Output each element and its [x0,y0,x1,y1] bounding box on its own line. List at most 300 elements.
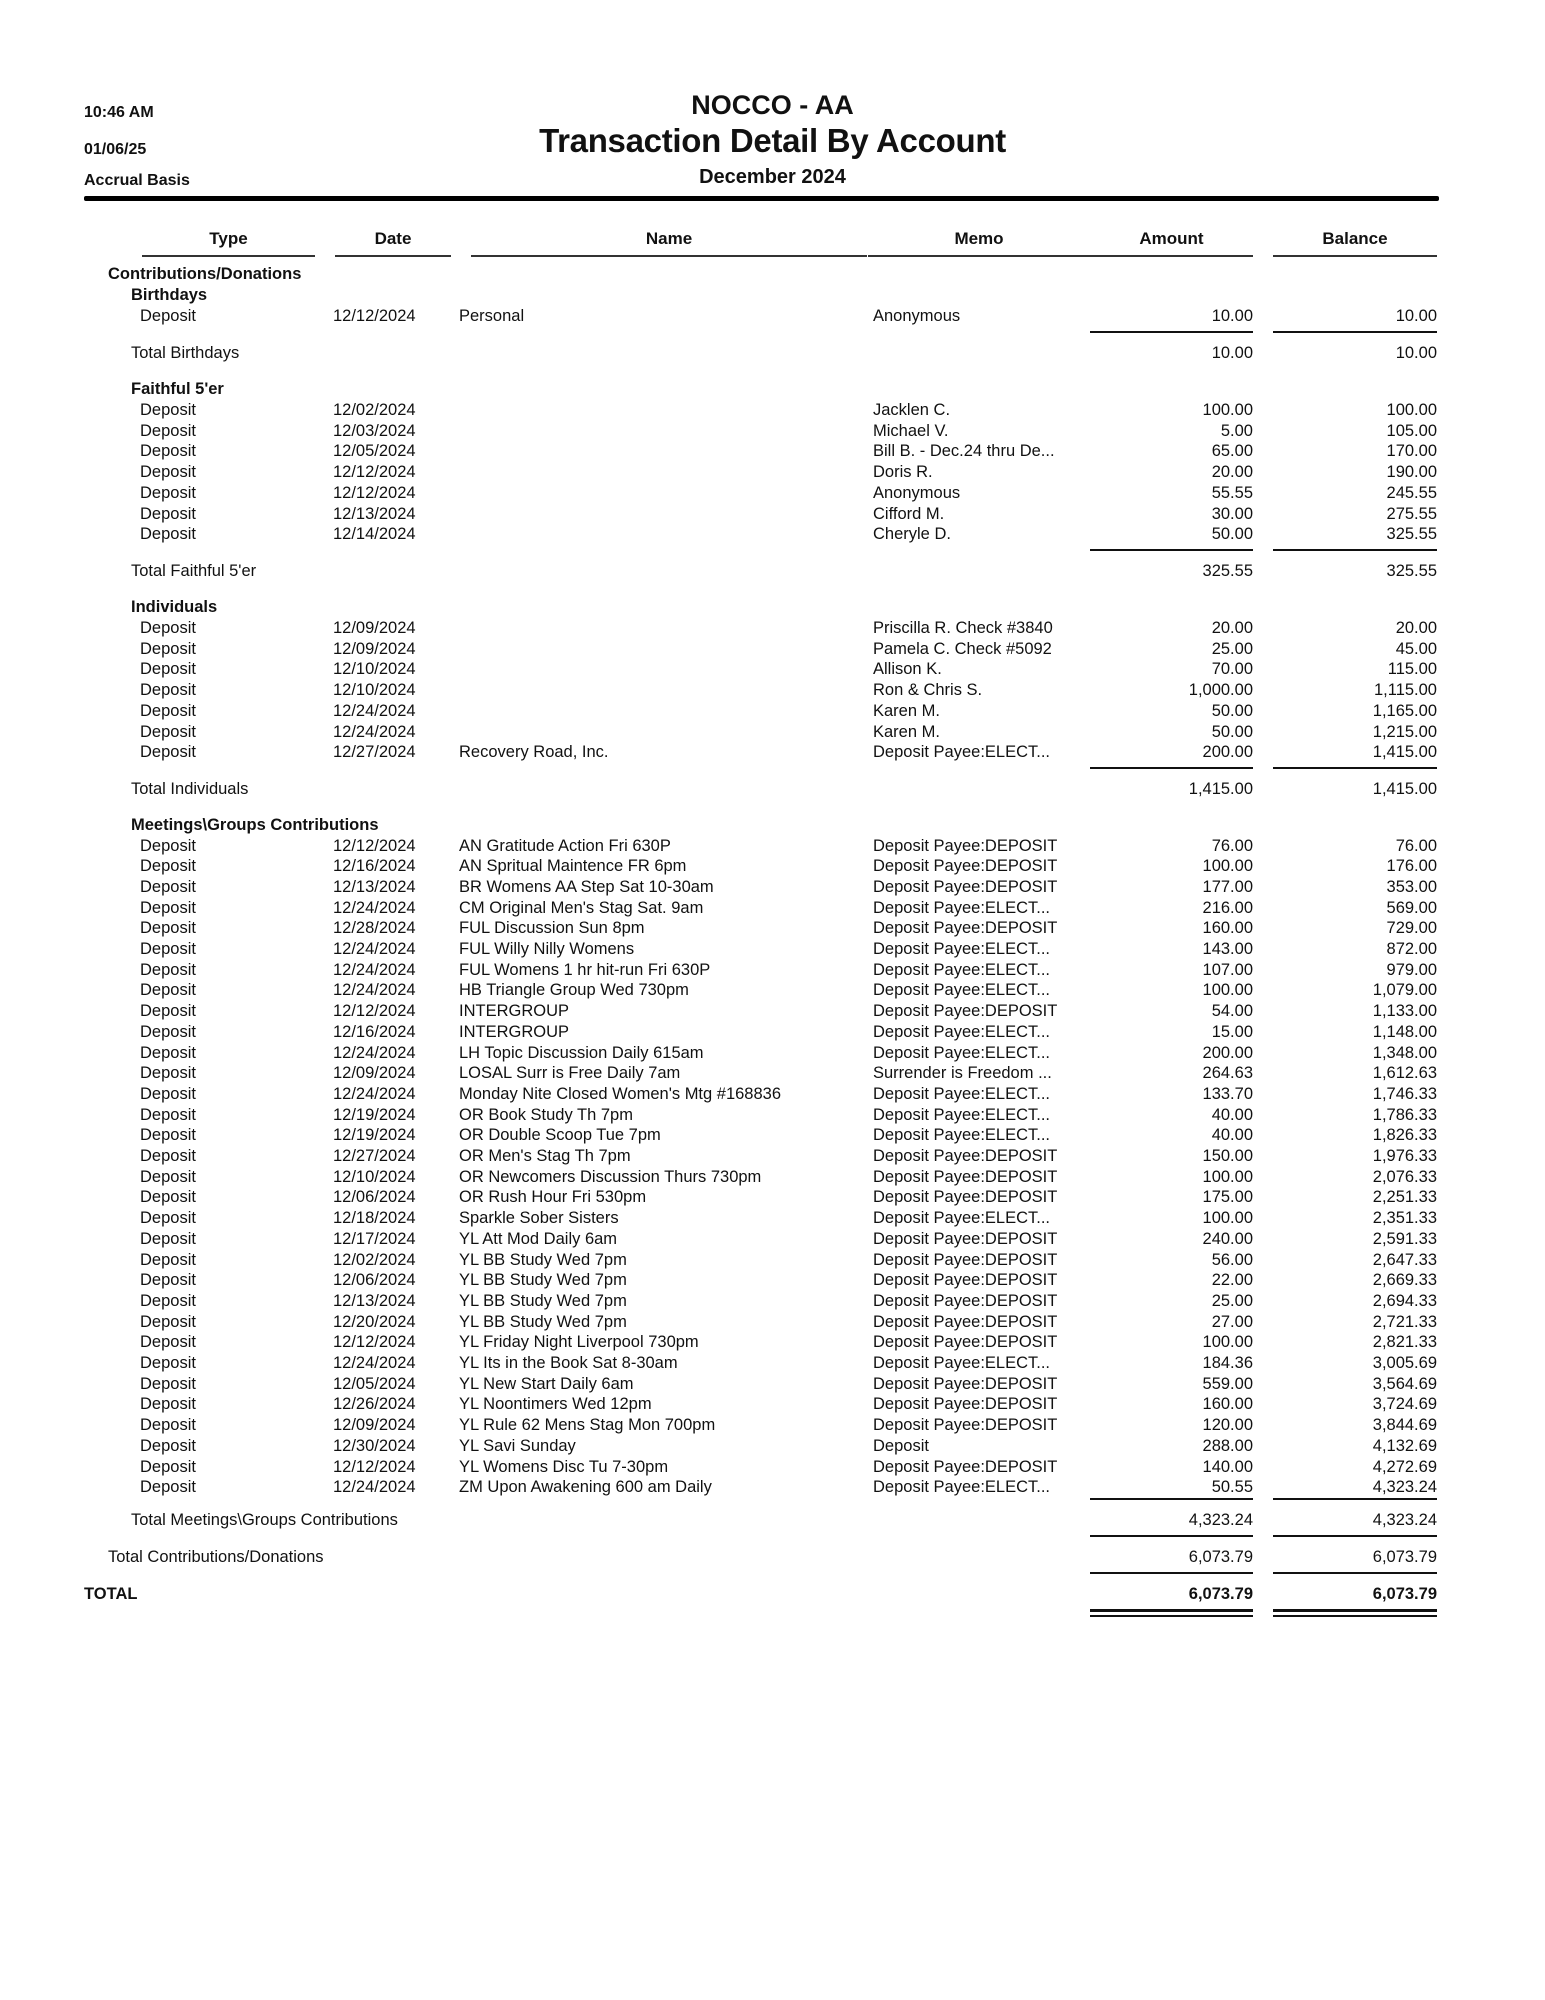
txn-type: Deposit [140,1126,196,1145]
txn-balance: 45.00 [1395,639,1437,658]
txn-balance: 1,165.00 [1372,701,1437,720]
txn-amount: 133.70 [1202,1084,1253,1103]
txn-date: 12/24/2024 [333,1478,416,1497]
txn-balance: 1,133.00 [1372,1002,1437,1021]
txn-type: Deposit [140,660,196,679]
txn-memo: Deposit Payee:DEPOSIT [873,1147,1058,1165]
txn-amount: 50.55 [1211,1478,1253,1497]
txn-memo: Deposit Payee:ELECT... [873,981,1051,1000]
subtotal-rule [1090,1572,1253,1574]
report-basis: Accrual Basis [84,172,190,189]
table-row [0,680,1545,701]
txn-date: 12/24/2024 [333,960,416,979]
txn-name: LH Topic Discussion Daily 615am [459,1043,704,1062]
txn-type: Deposit [140,639,196,658]
txn-amount: 50.00 [1211,722,1253,741]
txn-date: 12/12/2024 [333,1333,416,1352]
total-label: Total Birthdays [131,344,240,362]
txn-memo: Deposit Payee:DEPOSIT [873,1312,1058,1331]
txn-name: YL Noontimers Wed 12pm [459,1395,652,1414]
table-row [0,898,1545,919]
txn-type: Deposit [140,1374,196,1393]
txn-balance: 2,647.33 [1372,1250,1437,1269]
txn-balance: 979.00 [1386,960,1437,979]
txn-memo: Surrender is Freedom ... [873,1064,1052,1083]
table-row [0,400,1545,421]
total-row-individuals [0,779,1545,800]
txn-memo: Deposit Payee:DEPOSIT [873,1229,1058,1248]
txn-name: LOSAL Surr is Free Daily 7am [459,1064,681,1083]
txn-amount: 200.00 [1202,1043,1253,1062]
txn-date: 12/12/2024 [333,836,416,855]
txn-memo: Deposit Payee:ELECT... [873,940,1051,958]
section-label: Faithful 5'er [131,380,224,398]
txn-type: Deposit [140,743,196,762]
txn-type: Deposit [140,525,196,544]
table-row [0,524,1545,545]
subtotal-rule [1090,767,1253,769]
txn-type: Deposit [140,421,196,440]
table-row [0,441,1545,462]
column-header-type: Type [209,229,248,248]
txn-type: Deposit [140,1271,196,1290]
txn-type: Deposit [140,1002,196,1021]
table-row [0,1043,1545,1064]
txn-date: 12/06/2024 [333,1271,416,1290]
total-row-faithful [0,561,1545,582]
total-label: Total Meetings\Groups Contributions [131,1511,398,1529]
txn-balance: 872.00 [1386,940,1437,958]
txn-balance: 176.00 [1386,857,1437,876]
txn-amount: 107.00 [1202,960,1253,979]
txn-name: Sparkle Sober Sisters [459,1209,619,1228]
txn-date: 12/16/2024 [333,1022,416,1041]
subtotal-rule [1273,1572,1437,1574]
txn-date: 12/19/2024 [333,1126,416,1145]
txn-amount: 184.36 [1202,1354,1253,1372]
txn-type: Deposit [140,483,196,502]
txn-amount: 216.00 [1202,898,1253,917]
txn-type: Deposit [140,1188,196,1207]
txn-amount: 40.00 [1211,1126,1253,1145]
txn-amount: 150.00 [1202,1147,1253,1165]
txn-balance: 2,694.33 [1372,1291,1437,1310]
txn-name: Recovery Road, Inc. [459,743,609,762]
subtotal-rule [1273,1535,1437,1537]
txn-type: Deposit [140,1043,196,1062]
table-row [0,1022,1545,1043]
txn-type: Deposit [140,1229,196,1248]
txn-name: INTERGROUP [459,1002,570,1021]
table-row [0,742,1545,763]
txn-memo: Anonymous [873,483,961,502]
txn-balance: 20.00 [1395,619,1437,637]
table-row [0,1312,1545,1333]
txn-amount: 120.00 [1202,1416,1253,1435]
txn-name: OR Double Scoop Tue 7pm [459,1126,661,1145]
table-row [0,722,1545,743]
txn-balance: 3,005.69 [1372,1354,1437,1372]
txn-memo: Bill B. - Dec.24 thru De... [873,442,1055,461]
total-amount: 4,323.24 [1188,1511,1253,1529]
txn-balance: 1,415.00 [1372,743,1437,762]
total-row-birthdays [0,343,1545,364]
txn-memo: Doris R. [873,463,933,482]
subtotal-rule [1273,331,1437,333]
txn-amount: 65.00 [1211,442,1253,461]
table-row [0,1415,1545,1436]
txn-date: 12/10/2024 [333,660,416,679]
account-label: Contributions/Donations [108,265,302,283]
txn-balance: 1,746.33 [1372,1084,1437,1103]
txn-type: Deposit [140,722,196,741]
txn-date: 12/27/2024 [333,743,416,762]
txn-date: 12/09/2024 [333,619,416,637]
txn-date: 12/18/2024 [333,1209,416,1228]
txn-memo: Pamela C. Check #5092 [873,639,1052,658]
grand-total-amount: 6,073.79 [1188,1585,1253,1603]
txn-balance: 1,115.00 [1373,681,1437,700]
txn-memo: Priscilla R. Check #3840 [873,619,1053,637]
txn-name: YL Womens Disc Tu 7-30pm [459,1457,669,1476]
txn-memo: Deposit Payee:ELECT... [873,1043,1051,1062]
txn-name: YL New Start Daily 6am [459,1374,634,1393]
total-balance: 6,073.79 [1372,1548,1437,1566]
txn-date: 12/03/2024 [333,421,416,440]
txn-date: 12/05/2024 [333,442,416,461]
txn-memo: Allison K. [873,660,942,679]
table-row [0,1084,1545,1105]
subtotal-rule [1090,1498,1253,1500]
table-row [0,504,1545,525]
table-row [0,1477,1545,1498]
txn-name: OR Men's Stag Th 7pm [459,1147,631,1165]
txn-balance: 2,351.33 [1372,1209,1437,1228]
txn-balance: 100.00 [1386,401,1437,419]
table-row [0,659,1545,680]
txn-type: Deposit [140,1105,196,1124]
grand-total-balance: 6,073.79 [1372,1585,1437,1603]
txn-amount: 160.00 [1202,1395,1253,1414]
txn-memo: Deposit Payee:DEPOSIT [873,877,1058,896]
txn-name: AN Spritual Maintence FR 6pm [459,857,687,876]
table-row [0,1229,1545,1250]
txn-amount: 288.00 [1202,1436,1253,1455]
txn-balance: 275.55 [1386,504,1437,523]
txn-amount: 55.55 [1211,483,1253,502]
txn-type: Deposit [140,1167,196,1186]
txn-amount: 559.00 [1202,1374,1253,1393]
txn-balance: 245.55 [1386,483,1437,502]
txn-balance: 1,215.00 [1372,722,1437,741]
table-row [0,618,1545,639]
txn-type: Deposit [140,1436,196,1455]
total-label: Total Individuals [131,780,249,798]
txn-type: Deposit [140,898,196,917]
table-row [0,1332,1545,1353]
txn-balance: 325.55 [1386,525,1437,544]
table-row [0,1187,1545,1208]
txn-memo: Ron & Chris S. [873,681,983,700]
txn-memo: Cheryle D. [873,525,951,544]
table-row [0,980,1545,1001]
txn-amount: 25.00 [1211,1291,1253,1310]
txn-date: 12/10/2024 [333,681,416,700]
table-row [0,1001,1545,1022]
txn-balance: 4,132.69 [1372,1436,1437,1455]
report-time: 10:46 AM [84,104,154,121]
txn-balance: 2,821.33 [1372,1333,1437,1352]
table-row [0,421,1545,442]
total-label: Total Contributions/Donations [108,1548,324,1566]
txn-date: 12/09/2024 [333,1416,416,1435]
txn-amount: 56.00 [1211,1250,1253,1269]
txn-balance: 10.00 [1395,307,1437,325]
txn-amount: 25.00 [1211,639,1253,658]
txn-amount: 20.00 [1211,463,1253,482]
table-row [0,1250,1545,1271]
txn-memo: Deposit Payee:ELECT... [873,960,1051,979]
txn-date: 12/12/2024 [333,483,416,502]
section-header-individuals [0,597,1545,618]
section-header-meetings [0,815,1545,836]
txn-balance: 2,669.33 [1372,1271,1437,1290]
txn-date: 12/24/2024 [333,1354,416,1372]
txn-date: 12/09/2024 [333,639,416,658]
table-row [0,462,1545,483]
column-underline [471,255,867,257]
subtotal-rule [1090,331,1253,333]
section-header-birthdays [0,285,1545,306]
txn-amount: 100.00 [1202,981,1253,1000]
txn-balance: 729.00 [1386,919,1437,938]
txn-date: 12/24/2024 [333,701,416,720]
txn-amount: 30.00 [1211,504,1253,523]
subtotal-rule [1273,1498,1437,1500]
txn-name: FUL Discussion Sun 8pm [459,919,645,938]
txn-memo: Deposit Payee:DEPOSIT [873,1167,1058,1186]
txn-balance: 1,786.33 [1372,1105,1437,1124]
table-row [0,1291,1545,1312]
txn-balance: 2,251.33 [1372,1188,1437,1207]
table-row [0,1146,1545,1167]
table-row [0,1374,1545,1395]
txn-type: Deposit [140,836,196,855]
txn-amount: 40.00 [1211,1105,1253,1124]
txn-balance: 3,844.69 [1372,1416,1437,1435]
txn-memo: Deposit Payee:ELECT... [873,1126,1051,1145]
txn-type: Deposit [140,1084,196,1103]
txn-amount: 50.00 [1211,701,1253,720]
txn-name: Personal [459,307,525,325]
txn-amount: 177.00 [1202,877,1253,896]
txn-date: 12/24/2024 [333,940,416,958]
txn-type: Deposit [140,504,196,523]
grand-total-label: TOTAL [84,1585,138,1603]
table-row [0,1436,1545,1457]
txn-name: YL Savi Sunday [459,1436,576,1455]
txn-balance: 4,272.69 [1372,1457,1437,1476]
txn-memo: Deposit Payee:ELECT... [873,1478,1051,1497]
txn-amount: 160.00 [1202,919,1253,938]
table-row [0,1167,1545,1188]
txn-balance: 115.00 [1387,660,1437,679]
txn-balance: 2,721.33 [1372,1312,1437,1331]
grand-total-double-rule [1273,1609,1437,1617]
column-header-date: Date [374,229,412,248]
txn-memo: Deposit Payee:ELECT... [873,1354,1051,1372]
txn-amount: 100.00 [1202,1333,1253,1352]
table-row [0,960,1545,981]
txn-name: Monday Nite Closed Women's Mtg #168836 [459,1084,782,1103]
txn-memo: Deposit [873,1436,929,1455]
txn-name: ZM Upon Awakening 600 am Daily [459,1478,712,1497]
txn-memo: Deposit Payee:DEPOSIT [873,1374,1058,1393]
header-divider [84,196,1439,201]
txn-type: Deposit [140,1354,196,1372]
txn-memo: Deposit Payee:ELECT... [873,743,1051,762]
txn-amount: 76.00 [1211,836,1253,855]
txn-memo: Deposit Payee:DEPOSIT [873,1188,1058,1207]
txn-amount: 175.00 [1202,1188,1253,1207]
txn-name: OR Book Study Th 7pm [459,1105,633,1124]
txn-type: Deposit [140,1250,196,1269]
subtotal-rule [1090,549,1253,551]
txn-date: 12/28/2024 [333,919,416,938]
txn-memo: Deposit Payee:DEPOSIT [873,836,1058,855]
column-header-memo: Memo [954,229,1004,248]
total-amount: 1,415.00 [1188,780,1253,798]
txn-name: YL Friday Night Liverpool 730pm [459,1333,699,1352]
txn-memo: Karen M. [873,722,940,741]
txn-amount: 143.00 [1202,940,1253,958]
txn-amount: 27.00 [1211,1312,1253,1331]
txn-amount: 15.00 [1211,1022,1253,1041]
txn-date: 12/26/2024 [333,1395,416,1414]
txn-date: 12/17/2024 [333,1229,416,1248]
txn-balance: 190.00 [1386,463,1437,482]
table-row [0,939,1545,960]
total-balance: 4,323.24 [1372,1511,1437,1529]
txn-name: CM Original Men's Stag Sat. 9am [459,898,704,917]
txn-date: 12/09/2024 [333,1064,416,1083]
txn-amount: 1,000.00 [1188,681,1253,700]
total-balance: 1,415.00 [1372,780,1437,798]
txn-type: Deposit [140,442,196,461]
txn-date: 12/05/2024 [333,1374,416,1393]
txn-memo: Deposit Payee:DEPOSIT [873,1457,1058,1476]
txn-date: 12/13/2024 [333,1291,416,1310]
table-row [0,836,1545,857]
txn-amount: 54.00 [1211,1002,1253,1021]
txn-memo: Deposit Payee:ELECT... [873,1084,1051,1103]
section-label: Birthdays [131,286,208,304]
txn-date: 12/16/2024 [333,857,416,876]
total-row-account [0,1547,1545,1568]
subtotal-rule [1273,549,1437,551]
txn-type: Deposit [140,960,196,979]
total-amount: 325.55 [1202,562,1253,580]
txn-type: Deposit [140,1416,196,1435]
txn-name: AN Gratitude Action Fri 630P [459,836,671,855]
txn-type: Deposit [140,701,196,720]
txn-type: Deposit [140,1064,196,1083]
txn-name: FUL Willy Nilly Womens [459,940,635,958]
column-underline [335,255,451,257]
table-row [0,483,1545,504]
txn-amount: 100.00 [1202,1167,1253,1186]
txn-name: INTERGROUP [459,1022,570,1041]
txn-balance: 1,826.33 [1372,1126,1437,1145]
total-balance: 325.55 [1386,562,1437,580]
txn-balance: 105.00 [1386,421,1437,440]
txn-date: 12/12/2024 [333,1457,416,1476]
txn-balance: 1,976.33 [1372,1147,1437,1165]
grand-total-row [0,1584,1545,1605]
txn-name: HB Triangle Group Wed 730pm [459,981,689,1000]
table-row [0,1353,1545,1374]
txn-date: 12/12/2024 [333,1002,416,1021]
report-date: 01/06/25 [84,141,147,158]
column-header-name: Name [645,229,693,248]
txn-type: Deposit [140,1312,196,1331]
txn-amount: 5.00 [1220,421,1253,440]
column-underline [142,255,315,257]
txn-amount: 240.00 [1202,1229,1253,1248]
txn-type: Deposit [140,877,196,896]
txn-memo: Deposit Payee:ELECT... [873,1022,1051,1041]
company-name: NOCCO - AA [691,90,854,120]
txn-memo: Deposit Payee:DEPOSIT [873,857,1058,876]
txn-memo: Michael V. [873,421,949,440]
txn-date: 12/24/2024 [333,898,416,917]
txn-date: 12/10/2024 [333,1167,416,1186]
txn-date: 12/14/2024 [333,525,416,544]
txn-type: Deposit [140,619,196,637]
txn-date: 12/24/2024 [333,1084,416,1103]
txn-amount: 22.00 [1211,1271,1253,1290]
total-row-meetings [0,1510,1545,1531]
txn-balance: 3,724.69 [1372,1395,1437,1414]
table-row [0,306,1545,327]
txn-type: Deposit [140,681,196,700]
txn-date: 12/13/2024 [333,877,416,896]
txn-balance: 1,612.63 [1372,1064,1437,1083]
txn-type: Deposit [140,1333,196,1352]
txn-date: 12/13/2024 [333,504,416,523]
txn-balance: 3,564.69 [1372,1374,1437,1393]
txn-name: YL BB Study Wed 7pm [459,1291,627,1310]
total-balance: 10.00 [1395,344,1437,362]
txn-amount: 10.00 [1211,307,1253,325]
txn-memo: Deposit Payee:DEPOSIT [873,1291,1058,1310]
txn-memo: Cifford M. [873,504,945,523]
grand-total-double-rule [1090,1609,1253,1617]
table-row [0,918,1545,939]
txn-memo: Deposit Payee:DEPOSIT [873,1002,1058,1021]
column-underline [1273,255,1437,257]
txn-type: Deposit [140,307,196,325]
txn-amount: 50.00 [1211,525,1253,544]
txn-type: Deposit [140,401,196,419]
txn-memo: Deposit Payee:DEPOSIT [873,1250,1058,1269]
subtotal-rule [1273,767,1437,769]
txn-date: 12/19/2024 [333,1105,416,1124]
txn-memo: Deposit Payee:DEPOSIT [873,919,1058,938]
txn-date: 12/24/2024 [333,1043,416,1062]
txn-type: Deposit [140,1291,196,1310]
txn-memo: Anonymous [873,307,961,325]
